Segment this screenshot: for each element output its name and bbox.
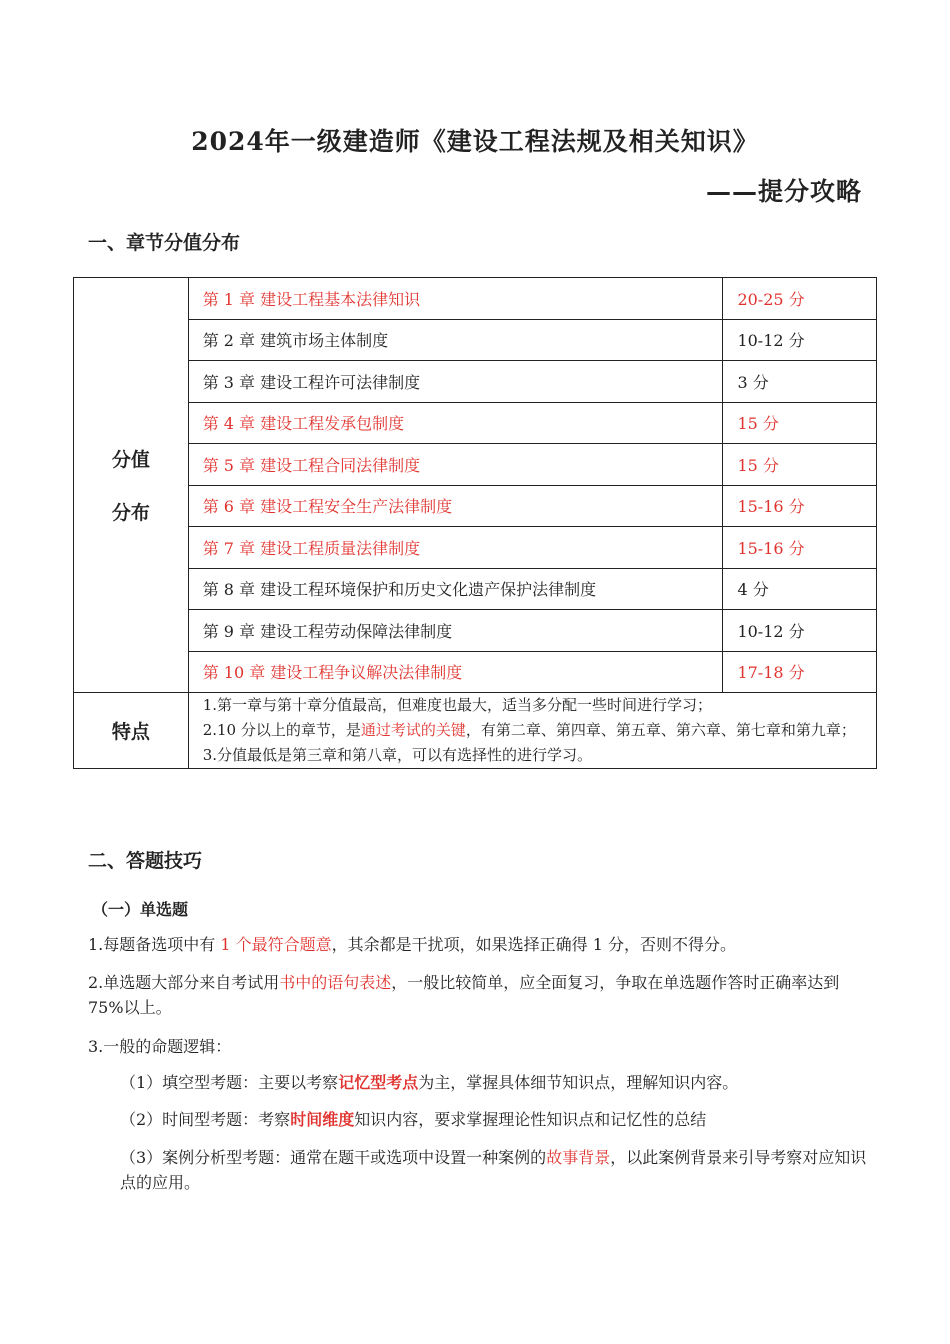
- paragraph-2-highlight: 书中的语句表述: [279, 973, 392, 992]
- paragraph-1-highlight: 1 个最符合题意: [220, 935, 332, 954]
- document-title: 2024年一级建造师《建设工程法规及相关知识》: [191, 127, 759, 156]
- chapter-name: 第 7 章 建设工程质量法律制度: [188, 527, 723, 569]
- features-label: 特点: [74, 693, 189, 769]
- feature-line-2-text-end: ，有第二章、第四章、第五章、第六章、第七章和第九章；: [465, 721, 856, 739]
- item-2-highlight: 时间维度: [290, 1110, 355, 1129]
- chapter-score: 3 分: [723, 361, 877, 403]
- chapter-name: 第 6 章 建设工程安全生产法律制度: [188, 485, 723, 527]
- score-distribution-label: [74, 278, 189, 693]
- chapter-row: [74, 610, 877, 652]
- item-1-text: （1）填空型考题：主要以考察: [120, 1073, 339, 1092]
- paragraph-2: [88, 970, 868, 1020]
- chapter-name: 第 2 章 建筑市场主体制度: [188, 319, 723, 361]
- item-2-text-end: 知识内容，要求掌握理论性知识点和记忆性的总结: [354, 1110, 707, 1129]
- item-3-text-end: ，以此案例背景来引导考察对应知识点的应用。: [120, 1148, 867, 1192]
- chapter-score: 17-18 分: [723, 651, 877, 693]
- feature-line-3: 3.分值最低是第三章和第八章，可以有选择性的进行学习。: [202, 746, 593, 764]
- item-2: [120, 1107, 870, 1132]
- single-choice-heading: （一）单选题: [92, 900, 189, 919]
- chapter-score: 15-16 分: [723, 527, 877, 569]
- chapter-name: 第 1 章 建设工程基本法律知识: [188, 278, 723, 320]
- chapter-score: 15-16 分: [723, 485, 877, 527]
- item-1-highlight: 记忆型考点: [338, 1073, 419, 1092]
- paragraph-1-text-end: ，其余都是干扰项，如果选择正确得 1 分，否则不得分。: [331, 935, 736, 954]
- paragraph-1: [88, 932, 868, 957]
- paragraph-3: 3.一般的命题逻辑：: [88, 1037, 232, 1056]
- features-row: [74, 693, 877, 769]
- feature-line-2: [203, 718, 862, 743]
- chapter-name: 第 4 章 建设工程发承包制度: [188, 402, 723, 444]
- chapter-name: 第 10 章 建设工程争议解决法律制度: [188, 651, 723, 693]
- item-3: [120, 1145, 870, 1195]
- chapter-row: [74, 361, 877, 403]
- feature-line-2-text: 2.10 分以上的章节，是: [202, 721, 361, 739]
- chapter-row: [74, 651, 877, 693]
- chapter-row: [74, 485, 877, 527]
- chapter-name: 第 9 章 建设工程劳动保障法律制度: [188, 610, 723, 652]
- document-subtitle: ——提分攻略: [705, 177, 862, 206]
- feature-line-1: 1.第一章与第十章分值最高，但难度也最大，适当多分配一些时间进行学习；: [202, 696, 713, 714]
- item-1: [120, 1070, 870, 1095]
- score-distribution-table: [73, 277, 877, 769]
- features-content: [188, 693, 876, 769]
- item-2-text: （2）时间型考题：考察: [120, 1110, 291, 1129]
- chapter-row: [74, 444, 877, 486]
- label-line-2: 分布: [111, 502, 150, 524]
- feature-line-2-highlight: 通过考试的关键: [360, 721, 466, 739]
- paragraph-2-text-end: ，一般比较简单，应全面复习，争取在单选题作答时正确率达到 75%以上。: [88, 973, 840, 1017]
- chapter-score: 20-25 分: [723, 278, 877, 320]
- chapter-score: 4 分: [723, 568, 877, 610]
- chapter-name: 第 5 章 建设工程合同法律制度: [188, 444, 723, 486]
- item-1-text-end: 为主，掌握具体细节知识点，理解知识内容。: [418, 1073, 739, 1092]
- chapter-row: [74, 568, 877, 610]
- chapter-name: 第 3 章 建设工程许可法律制度: [188, 361, 723, 403]
- chapter-score: 15 分: [723, 402, 877, 444]
- item-3-text: （3）案例分析型考题：通常在题干或选项中设置一种案例的: [120, 1148, 547, 1167]
- item-3-highlight: 故事背景: [546, 1148, 611, 1167]
- chapter-row: [74, 319, 877, 361]
- chapter-row: [74, 278, 877, 320]
- chapter-row: [74, 402, 877, 444]
- chapter-score: 10-12 分: [723, 610, 877, 652]
- section1-heading: 一、章节分值分布: [88, 232, 241, 254]
- chapter-name: 第 8 章 建设工程环境保护和历史文化遗产保护法律制度: [188, 568, 723, 610]
- chapter-row: [74, 527, 877, 569]
- paragraph-1-text: 1.每题备选项中有: [88, 935, 221, 954]
- label-line-1: 分值: [111, 449, 150, 471]
- chapter-score: 10-12 分: [723, 319, 877, 361]
- paragraph-2-text: 2.单选题大部分来自考试用: [88, 973, 280, 992]
- section2-heading: 二、答题技巧: [88, 850, 203, 872]
- chapter-score: 15 分: [723, 444, 877, 486]
